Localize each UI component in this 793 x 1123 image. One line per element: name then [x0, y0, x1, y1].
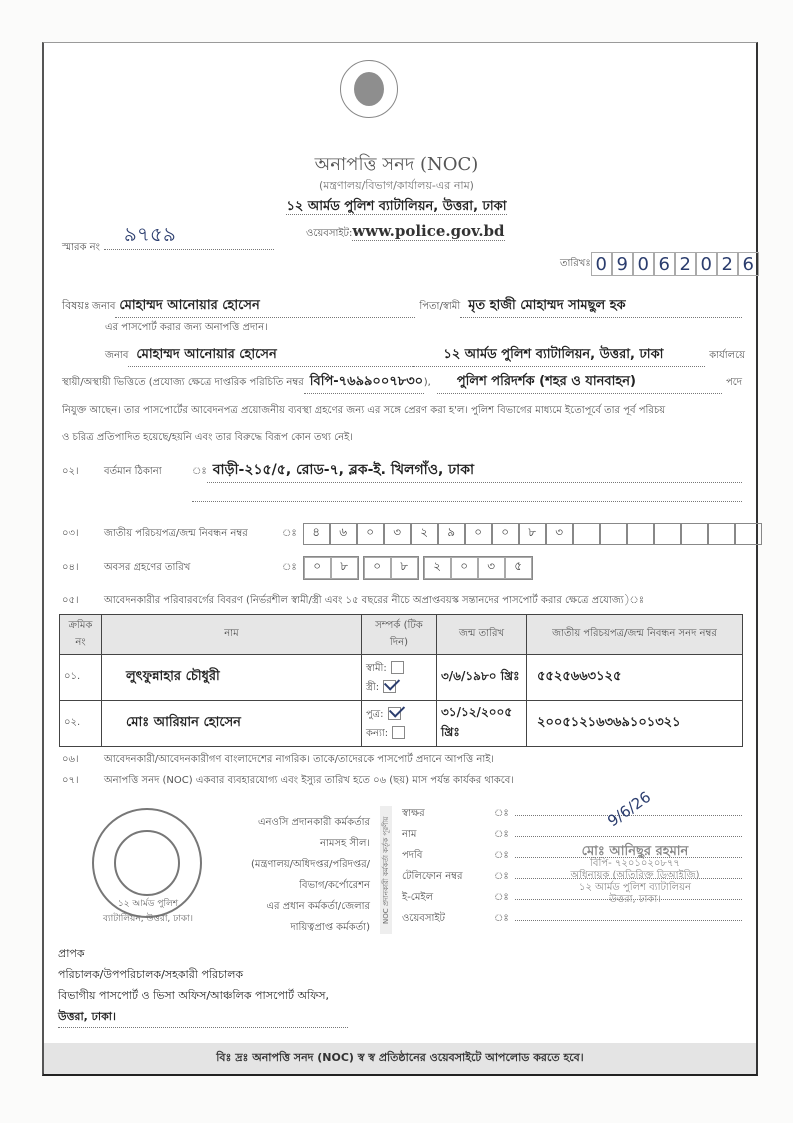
cell-nid: ৫৫২৫৬৬৩১২৫: [527, 655, 743, 701]
address-row: ০২। বর্তমান ঠিকানা ঃ বাড়ী-২১৫/৫, রোড-৭, ব্লক-ই. খিলগাঁও, ঢাকা: [62, 458, 742, 483]
father-label: পিতা/স্বামী: [419, 301, 461, 312]
retirement-num: ০৪।: [62, 561, 79, 573]
issuer-desc-line: এনওসি প্রদানকারী কর্মকর্তার: [257, 817, 370, 828]
relation-checkbox[interactable]: [383, 680, 396, 693]
issuer-desc-line: বিভাগ/কর্পোরেশন: [299, 880, 370, 891]
footer-note: বিঃ দ্রঃ অনাপত্তি সনদ (NOC) স্ব স্ব প্রতিষ্ঠানের ওয়েবসাইটে আপলোড করতে হবে।: [44, 1043, 756, 1074]
nid-digit-box: [735, 523, 762, 545]
recipient-line-2: বিভাগীয় পাসপোর্ট ও ভিসা অফিস/আঞ্চলিক পাসপোর্ট অফিস,: [58, 989, 329, 1002]
relation-label: পুত্র:: [366, 708, 384, 720]
subject-row: [62, 296, 742, 318]
family-table: [59, 614, 743, 747]
applicant-name: মোহাম্মদ আনোয়ার হোসেন: [115, 296, 415, 318]
cell-relation: [362, 701, 437, 747]
nid-digit-box: ৪: [303, 523, 330, 545]
website-row: [306, 222, 505, 243]
issuer-field-sep: ঃ: [494, 850, 509, 861]
nid-digit-box: ৮: [519, 523, 546, 545]
nid-digit-box: ০: [357, 523, 384, 545]
citizen-row: [62, 752, 494, 769]
designation-suffix: পদে: [725, 377, 742, 388]
issuer-field-sep: ঃ: [494, 808, 509, 819]
recipient-line-3: উত্তরা, ঢাকা।: [58, 1006, 348, 1028]
father-name: মৃত হাজী মোহাম্মদ সামছুল হক: [460, 296, 742, 318]
official-id: বিপি-৭৬৯৯০০৭৮৩০: [304, 372, 424, 394]
retirement-day-box: ৮: [331, 557, 358, 579]
family-num: ০৫।: [62, 595, 79, 606]
relation-label: স্বামী:: [366, 662, 387, 674]
body-paragraph-1: নিযুক্ত আছেন। তার পাসপোর্টের আবেদনপত্র প্রয়োজনীয় ব্যবস্থা গ্রহণের জন্য এর সঙ্গে প্রেরণ করা হ'ল। পুলিশ বিভাগের মাধ্যমে ইতোপূর্বে তার পূর্ব পরিচয়: [62, 405, 666, 416]
document-subtitle: (মন্ত্রণালয়/বিভাগ/কার্যালয়-এর নাম): [319, 179, 474, 192]
nid-label: জাতীয় পরিচয়পত্র/জন্ম নিবন্ধন নম্বর: [104, 527, 248, 539]
body-row-1: [105, 345, 745, 367]
website-label: ওয়েবসাইট:: [306, 228, 353, 239]
nid-digit-box: [681, 523, 708, 545]
validity-row: [62, 773, 514, 790]
relation-checkbox[interactable]: [392, 726, 405, 739]
retirement-month-box: ০: [364, 557, 391, 579]
cell-name: [102, 701, 362, 747]
issuer-field-value: [515, 909, 742, 921]
nid-digit-box: ০: [492, 523, 519, 545]
date-boxes: [591, 252, 759, 276]
nid-row: ০৩। জাতীয় পরিচয়পত্র/জন্ম নিবন্ধন নম্বর ঃ ৪ ৬ ০ ৩ ২ ৯ ০ ০ ৮ ৩: [62, 523, 762, 545]
header-nid: জাতীয় পরিচয়পত্র/জন্ম নিবন্ধন সনদ নম্বর: [527, 615, 743, 655]
retirement-month-box: ৮: [391, 557, 418, 579]
retirement-month-group: [363, 556, 419, 580]
relation-option: [366, 724, 432, 743]
issuer-field-label: নাম: [402, 829, 417, 840]
relation-option: [366, 678, 432, 697]
designation: পুলিশ পরিদর্শক (শহর ও যানবাহন): [437, 372, 722, 394]
date-digit-box: 2: [717, 252, 738, 276]
issuer-field-row: [402, 825, 742, 846]
subject-purpose: এর পাসপোর্ট করার জন্য অনাপত্তি প্রদান।: [105, 322, 268, 333]
retirement-row: ০৪। অবসর গ্রহণের তারিখ ঃ ০ ৮ ০ ৮ ২ ০ ৩ ৫: [62, 556, 537, 580]
nid-digit-box: [573, 523, 600, 545]
body-paragraph-2: ও চরিত্র প্রতিপাদিত হয়েছে/হয়নি এবং তার বিরুদ্ধে বিরূপ কোন তথ্য নেই।: [62, 432, 353, 443]
nid-digit-box: ৩: [546, 523, 573, 545]
office-suffix: কার্যালয়ে: [709, 350, 745, 361]
issuer-desc-line: দায়িত্বপ্রাপ্ত কর্মকর্তা): [290, 922, 370, 933]
retirement-year-box: ২: [424, 557, 451, 579]
relation-option: [366, 705, 432, 724]
subject-label: বিষয়ঃ: [62, 299, 90, 312]
issuer-desc-line: নামসহ সীল।: [320, 838, 370, 849]
nid-digit-box: ৬: [330, 523, 357, 545]
nid-digit-box: [708, 523, 735, 545]
noc-vertical-note: NOC প্রদানকারী কর্মকর্তা কর্তৃক পূরণীয়: [380, 806, 392, 934]
nid-boxes: [303, 523, 762, 545]
issuer-field-value: [515, 825, 742, 837]
relation-checkbox[interactable]: [391, 661, 404, 674]
recipient-label: প্রাপক: [58, 947, 85, 960]
body-applicant-name: মোহাম্মদ আনোয়ার হোসেন: [128, 345, 413, 367]
office-seal-icon: [92, 808, 202, 924]
citizen-text: আবেদনকারী/আবেদনকারীগণ বাংলাদেশের নাগরিক। তাকে/তাদেরকে পাসপোর্ট প্রদানে আপত্তি নাই।: [104, 754, 495, 765]
issuer-field-sep: ঃ: [494, 892, 509, 903]
issuer-description: [210, 812, 370, 938]
issuer-field-row: [402, 804, 742, 825]
family-table-header: [60, 615, 743, 655]
retirement-year-box: ৩: [478, 557, 505, 579]
issuer-field-label: পদবি: [402, 850, 423, 861]
family-row: [62, 593, 644, 610]
relation-label: কন্যা:: [366, 727, 389, 739]
issuer-field-sep: ঃ: [494, 871, 509, 882]
issuer-desc-line: এর প্রধান কর্মকর্তা/জেলার: [266, 901, 370, 912]
website-value: www.police.gov.bd: [352, 222, 505, 240]
body-janab-label: জনাব: [105, 350, 129, 361]
retirement-day-box: ০: [304, 557, 331, 579]
address-num: ০২।: [62, 466, 79, 477]
retirement-year-box: ০: [451, 557, 478, 579]
nid-num: ০৩।: [62, 527, 79, 539]
recipient-block: [58, 943, 348, 1028]
validity-num: ০৭।: [62, 775, 79, 786]
retirement-day-group: [303, 556, 359, 580]
date-digit-box: 2: [675, 252, 696, 276]
family-label: আবেদনকারীর পরিবারবর্গের বিবরণ (নির্ভরশীল স্বামী/স্ত্রী এবং ১৫ বছরের নীচে অপ্রাপ্তবয়স্ক সন্তানদের পাসপোর্ট করার ক্ষেত্রে প্রযোজ্য)ঃ: [104, 595, 645, 606]
cell-dob: ৩/৬/১৯৮০ খ্রিঃ: [437, 655, 527, 701]
nid-digit-box: ৯: [438, 523, 465, 545]
stamp-line: ১২ আর্মড পুলিশ ব্যাটালিয়ন: [578, 882, 691, 893]
header-relation: সম্পর্ক (টিক দিন): [362, 615, 437, 655]
issuer-field-label: টেলিফোন নম্বর: [402, 871, 463, 882]
relation-option: [366, 659, 432, 678]
office-name: [0, 197, 793, 218]
issuer-field-label: ওয়েবসাইট: [402, 913, 445, 924]
cell-name: [102, 655, 362, 701]
nid-digit-box: [654, 523, 681, 545]
header-serial: ক্রমিক নং: [60, 615, 102, 655]
document-title: অনাপত্তি সনদ (NOC): [314, 154, 479, 175]
memo-row: [62, 222, 274, 257]
recipient-line-1: পরিচালক/উপপরিচালক/সহকারী পরিচালক: [58, 968, 244, 981]
date-digit-box: 9: [612, 252, 633, 276]
issuer-field-label: ই-মেইল: [402, 892, 434, 903]
date-digit-box: 0: [696, 252, 717, 276]
memo-number: ৯৭৫৯: [123, 222, 176, 246]
date-row: [560, 252, 759, 276]
family-table-row: [60, 655, 743, 701]
basis-text: স্থায়ী/অস্থায়ী ভিত্তিতে (প্রযোজ্য ক্ষেত্রে দাপ্তরিক পরিচিতি নম্বর: [62, 377, 304, 388]
date-digit-box: 6: [654, 252, 675, 276]
stamp-line: বিপি- ৭২০১০২০৮৭৭: [590, 858, 680, 869]
family-table-row: [60, 701, 743, 747]
stamp-line: উত্তরা, ঢাকা।: [609, 894, 661, 905]
body-office: ১২ আর্মড পুলিশ ব্যাটালিয়ন, উত্তরা, ঢাকা: [413, 345, 705, 367]
officer-stamp: [520, 846, 750, 906]
nid-digit-box: ৩: [384, 523, 411, 545]
nid-digit-box: [627, 523, 654, 545]
date-digit-box: 6: [738, 252, 759, 276]
date-digit-box: 0: [633, 252, 654, 276]
relation-checkbox[interactable]: [388, 707, 401, 720]
body-row-2: স্থায়ী/অস্থায়ী ভিত্তিতে (প্রযোজ্য ক্ষেত্রে দাপ্তরিক পরিচিতি নম্বর বিপি-৭৬৯৯০০৭৮৩০ ), পুলিশ পরিদর্শক (শহর ও যানবাহন) পদে: [62, 372, 742, 394]
member-name: মোঃ আরিয়ান হোসেন: [126, 715, 241, 730]
government-emblem-icon: [340, 60, 398, 118]
date-digit-box: 0: [591, 252, 612, 276]
retirement-date-boxes: [303, 556, 537, 580]
memo-label: স্মারক নং: [62, 242, 100, 253]
date-label: তারিখঃ: [560, 257, 591, 269]
signature-date: 9/6/26: [604, 787, 655, 831]
retirement-year-group: [423, 556, 533, 580]
cell-dob: ৩১/১২/২০০৫ খ্রিঃ: [437, 701, 527, 747]
issuer-field-sep: ঃ: [494, 913, 509, 924]
header-dob: জন্ম তারিখ: [437, 615, 527, 655]
issuer-desc-line: (মন্ত্রণালয়/অধিদপ্তর/পরিদপ্তর/: [250, 859, 370, 870]
seal-text: ১২ আর্মড পুলিশ ব্যাটালিয়ন, উত্তরা, ঢাকা।: [103, 899, 193, 924]
header-name: নাম: [102, 615, 362, 655]
retirement-label: অবসর গ্রহণের তারিখ: [104, 561, 191, 573]
citizen-num: ০৬।: [62, 754, 79, 765]
cell-relation: [362, 655, 437, 701]
office-name-text: ১২ আর্মড পুলিশ ব্যাটালিয়ন, উত্তরা, ঢাকা: [286, 199, 507, 214]
relation-label: স্ত্রী:: [366, 681, 380, 693]
retirement-year-box: ৫: [505, 557, 532, 579]
member-name: লুৎফুন্নাহার চৌধুরী: [126, 669, 220, 684]
stamp-line: মোঃ আনিছুর রহমান: [581, 844, 689, 859]
nid-digit-box: ২: [411, 523, 438, 545]
nid-digit-box: [600, 523, 627, 545]
issuer-field-label: স্বাক্ষর: [402, 808, 425, 819]
cell-serial: ০১.: [60, 655, 102, 701]
validity-text: অনাপত্তি সনদ (NOC) একবার ব্যবহারযোগ্য এবং ইস্যুর তারিখ হতে ০৬ (ছয়) মাস পর্যন্ত কার্যকর থাকবে।: [104, 775, 514, 786]
issuer-field-row: [402, 909, 742, 930]
address-label: বর্তমান ঠিকানা: [104, 466, 162, 477]
cell-serial: ০২.: [60, 701, 102, 747]
address-line-2: [192, 490, 742, 502]
memo-field: [104, 222, 274, 250]
issuer-field-sep: ঃ: [494, 829, 509, 840]
address-value: বাড়ী-২১৫/৫, রোড-৭, ব্লক-ই. খিলগাঁও, ঢাকা: [207, 458, 742, 483]
stamp-line: অধিনায়ক (অতিরিক্ত ডিআইজি): [570, 870, 700, 881]
cell-nid: ২০০৫১২১৬৩৬৯১০১৩২১: [527, 701, 743, 747]
nid-digit-box: ০: [465, 523, 492, 545]
janab-label: জনাব: [92, 301, 116, 312]
